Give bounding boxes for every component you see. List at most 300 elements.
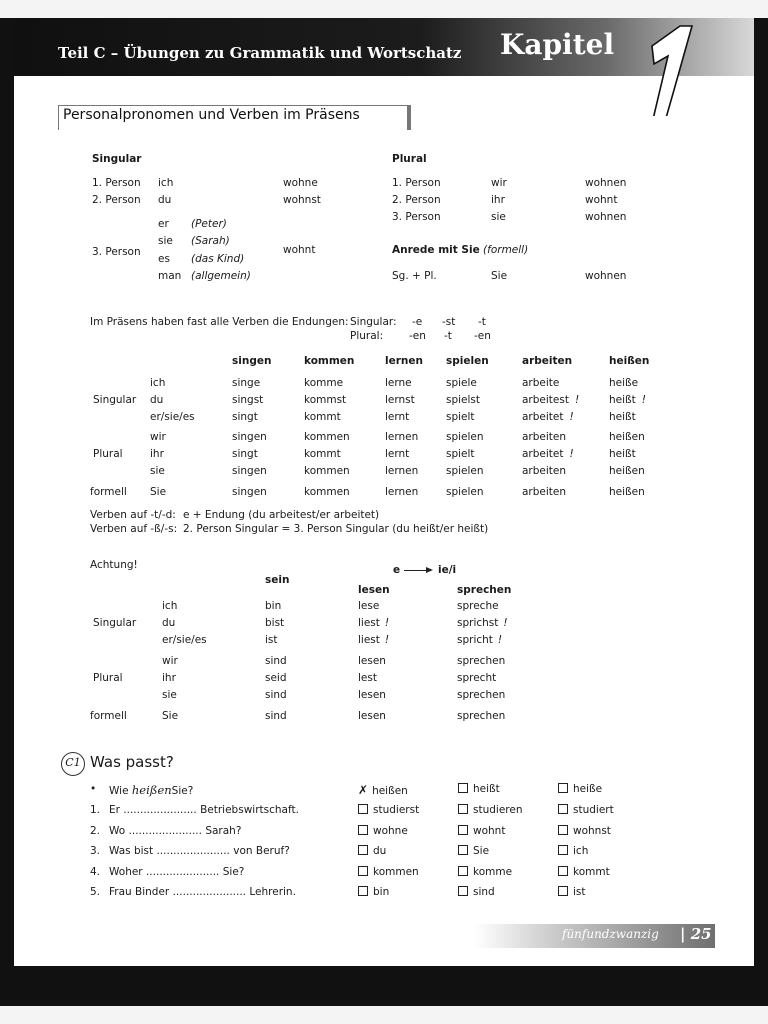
- conj-cell-1-4: [522, 394, 579, 406]
- conj-form: lernen: [385, 431, 419, 443]
- conj-form: lernt: [385, 411, 410, 423]
- footer-page-number: [680, 925, 712, 943]
- checkbox-icon[interactable]: [358, 866, 368, 876]
- attention-mark: !: [569, 411, 574, 423]
- checkbox-icon[interactable]: [558, 845, 568, 855]
- conj-form: spielen: [446, 486, 484, 498]
- option-label: wohnt: [473, 825, 506, 837]
- attention-mark: !: [384, 617, 390, 629]
- answer-blank[interactable]: ......................: [156, 845, 230, 857]
- ending-pl-2: -t: [444, 330, 452, 342]
- achtung-form: sprechen: [457, 710, 506, 722]
- sg3-pronoun-es: es: [158, 253, 170, 265]
- scan-margin-bottom: [0, 1006, 768, 1024]
- scan-border-bottom: [0, 966, 768, 1006]
- conj-form: arbeitest: [522, 394, 569, 406]
- anrede-heading: [392, 244, 528, 256]
- conj-form: lernen: [385, 465, 419, 477]
- achtung-pronoun-3: wir: [162, 655, 178, 667]
- footer-page-word: fünfundzwanzig: [562, 927, 659, 941]
- check-x-icon: ✗: [358, 783, 369, 797]
- sg3-note-es: (das Kind): [191, 253, 245, 265]
- achtung-form: bin: [265, 600, 282, 612]
- conj-verb-heading-0: singen: [232, 355, 272, 367]
- sentence-before: Was bist: [109, 845, 154, 857]
- scan-border-right: [754, 18, 768, 1024]
- answer-blank[interactable]: ......................: [128, 825, 202, 837]
- note-s-label: Verben auf -ß/-s:: [90, 523, 178, 535]
- conj-cell-5-5: [609, 465, 651, 477]
- conj-form: lernt: [385, 448, 410, 460]
- conj-form: heißen: [609, 431, 645, 443]
- note-s-text: 2. Person Singular = 3. Person Singular (du heißt/er heißt): [183, 523, 489, 535]
- attention-mark: !: [569, 448, 574, 460]
- checkbox-icon[interactable]: [458, 783, 468, 793]
- sg3-note-man: (allgemein): [191, 270, 251, 282]
- pl-pronoun-1: wir: [491, 177, 507, 189]
- conj-form: singst: [232, 394, 264, 406]
- achtung-cell-5-2: [457, 689, 510, 701]
- option-label: kommen: [373, 866, 419, 878]
- conj-cell-3-2: [385, 431, 418, 443]
- conj-cell-4-2: [385, 448, 409, 460]
- ending-sg-2: -st: [442, 316, 456, 328]
- achtung-cell-2-1: [358, 634, 389, 646]
- option-label: ist: [573, 886, 586, 898]
- conj-form: arbeitet: [522, 448, 564, 460]
- conj-cell-2-3: [446, 411, 475, 423]
- vowel-change-to: ie/i: [438, 564, 457, 576]
- conj-form: arbeiten: [522, 465, 567, 477]
- sg-person-3: 3. Person: [92, 246, 141, 258]
- conj-form: arbeite: [522, 377, 560, 389]
- achtung-form: liest: [358, 634, 380, 646]
- achtung-form: sind: [265, 710, 287, 722]
- achtung-form: bist: [265, 617, 285, 629]
- checkbox-icon[interactable]: [558, 886, 568, 896]
- example-after: Sie?: [171, 785, 194, 797]
- achtung-label: Achtung!: [90, 559, 138, 571]
- example-before: Wie: [109, 785, 129, 797]
- achtung-form: sprecht: [457, 672, 497, 684]
- plural-heading: Plural: [392, 153, 427, 165]
- conj-form: singen: [232, 486, 267, 498]
- sentence-after: Lehrerin.: [249, 886, 296, 898]
- conj-cell-0-5: [609, 377, 644, 389]
- sentence-before: Er: [109, 804, 120, 816]
- checkbox-icon[interactable]: [558, 783, 568, 793]
- conj-cell-3-0: [232, 431, 267, 443]
- checkbox-icon[interactable]: [558, 804, 568, 814]
- conj-form: spielt: [446, 411, 475, 423]
- sg-person-1: 1. Person: [92, 177, 141, 189]
- sg3-pronoun-er: er: [158, 218, 169, 230]
- conj-cell-5-4: [522, 465, 572, 477]
- conj-pronoun-5: sie: [150, 465, 165, 477]
- conj-cell-4-4: [522, 448, 574, 460]
- conj-cell-1-1: [304, 394, 346, 406]
- item-2-option-2[interactable]: [558, 845, 588, 857]
- achtung-form: sind: [265, 689, 287, 701]
- singular-heading: Singular: [92, 153, 142, 165]
- vowel-change-arrow-icon: [426, 567, 433, 573]
- anrede-label: Anrede mit Sie: [392, 244, 480, 256]
- conj-form: kommt: [304, 448, 341, 460]
- checkbox-icon[interactable]: [558, 825, 568, 835]
- sg-pronoun-2: du: [158, 194, 172, 206]
- chapter-number-graphic: [640, 20, 700, 116]
- checkbox-icon[interactable]: [458, 866, 468, 876]
- conj-verb-heading-2: lernen: [385, 355, 423, 367]
- exercise-title: Was passt?: [90, 753, 174, 771]
- achtung-form: sprechen: [457, 689, 506, 701]
- example-bullet: •: [90, 783, 97, 795]
- pl-verb-3: wohnen: [585, 211, 627, 223]
- option-label: du: [373, 845, 387, 857]
- achtung-cell-0-1: [358, 600, 384, 612]
- conj-cell-6-5: [609, 486, 651, 498]
- achtung-form: sind: [265, 655, 287, 667]
- achtung-singular-label: Singular: [93, 617, 137, 629]
- item-0-option-1[interactable]: [458, 804, 523, 816]
- item-number-4: 5.: [90, 886, 101, 898]
- ending-pl-3: -en: [474, 330, 491, 342]
- item-sentence-4: [109, 886, 296, 898]
- endings-plural-label: Plural:: [350, 330, 384, 342]
- conj-pronoun-3: wir: [150, 431, 166, 443]
- note-t-d-label: Verben auf -t/-d:: [90, 509, 176, 521]
- achtung-form: lesen: [358, 655, 386, 667]
- conj-form: lernst: [385, 394, 415, 406]
- exercise-badge: C1: [61, 752, 85, 776]
- item-4-option-0[interactable]: [358, 886, 389, 898]
- sg3-pronoun-sie: sie: [158, 235, 173, 247]
- conj-cell-2-2: [385, 411, 409, 423]
- conj-cell-3-3: [446, 431, 484, 443]
- example-option-0: [358, 783, 408, 797]
- conj-pronoun-6: Sie: [150, 486, 167, 498]
- section-title: Personalpronomen und Verben im Präsens: [63, 107, 360, 123]
- option-label: komme: [473, 866, 513, 878]
- option-label: heißt: [473, 783, 500, 795]
- answer-blank[interactable]: ......................: [123, 804, 197, 816]
- option-label: wohne: [373, 825, 408, 837]
- conj-verb-heading-1: kommen: [304, 355, 355, 367]
- item-number-2: 3.: [90, 845, 101, 857]
- checkbox-icon[interactable]: [558, 866, 568, 876]
- item-3-option-1[interactable]: [458, 866, 512, 878]
- item-2-option-1[interactable]: [458, 845, 489, 857]
- achtung-pronoun-2: er/sie/es: [162, 634, 207, 646]
- conj-cell-3-1: [304, 431, 350, 443]
- conj-cell-0-4: [522, 377, 565, 389]
- conj-form: arbeitet: [522, 411, 564, 423]
- conj-cell-2-0: [232, 411, 258, 423]
- attention-mark: !: [641, 394, 646, 406]
- pl-person-2: 2. Person: [392, 194, 441, 206]
- conj-pronoun-1: du: [150, 394, 164, 406]
- item-3-option-0[interactable]: [358, 866, 419, 878]
- item-sentence-0: [109, 804, 299, 816]
- item-4-option-1[interactable]: [458, 886, 495, 898]
- conj-cell-0-1: [304, 377, 343, 389]
- option-label: heißen: [372, 785, 408, 797]
- conj-form: spielst: [446, 394, 481, 406]
- conj-cell-4-1: [304, 448, 341, 460]
- conj-cell-5-2: [385, 465, 418, 477]
- vowel-change-arrow-line: [404, 570, 428, 571]
- sg3-pronoun-man: man: [158, 270, 182, 282]
- conj-cell-5-0: [232, 465, 267, 477]
- sentence-after: Sie?: [222, 866, 245, 878]
- sg3-note-sie: (Sarah): [191, 235, 230, 247]
- option-label: heiße: [573, 783, 603, 795]
- achtung-plural-label: Plural: [93, 672, 123, 684]
- conj-cell-6-1: [304, 486, 350, 498]
- item-0-option-2[interactable]: [558, 804, 614, 816]
- conj-form: komme: [304, 377, 344, 389]
- conj-cell-3-5: [609, 431, 651, 443]
- achtung-cell-5-0: [265, 689, 287, 701]
- conj-cell-5-3: [446, 465, 484, 477]
- attention-mark: !: [497, 634, 503, 646]
- option-label: Sie: [473, 845, 490, 857]
- conj-verb-heading-3: spielen: [446, 355, 489, 367]
- sentence-after: Sarah?: [205, 825, 242, 837]
- achtung-verb-heading-2: sprechen: [457, 584, 512, 596]
- conj-form: singen: [232, 465, 267, 477]
- achtung-form: sprechen: [457, 655, 506, 667]
- pl-person-1: 1. Person: [392, 177, 441, 189]
- pl-verb-2: wohnt: [585, 194, 618, 206]
- sentence-after: von Beruf?: [233, 845, 290, 857]
- answer-blank[interactable]: ......................: [145, 866, 220, 878]
- achtung-pronoun-4: ihr: [162, 672, 176, 684]
- footer-separator: |: [680, 925, 686, 943]
- conj-cell-1-5: [609, 394, 646, 406]
- pl-verb-1: wohnen: [585, 177, 627, 189]
- achtung-verb-heading-1: lesen: [358, 584, 390, 596]
- achtung-pronoun-0: ich: [162, 600, 178, 612]
- item-number-0: 1.: [90, 804, 101, 816]
- conj-form: kommt: [304, 411, 341, 423]
- answer-blank[interactable]: ......................: [172, 886, 247, 898]
- achtung-cell-1-0: [265, 617, 284, 629]
- conj-cell-3-4: [522, 431, 572, 443]
- achtung-cell-1-2: [457, 617, 508, 629]
- conj-cell-1-2: [385, 394, 415, 406]
- achtung-cell-1-1: [358, 617, 389, 629]
- conj-form: heißt: [609, 411, 636, 423]
- conj-form: arbeiten: [522, 486, 567, 498]
- conj-cell-6-3: [446, 486, 484, 498]
- conj-form: kommen: [304, 431, 350, 443]
- ending-sg-3: -t: [478, 316, 486, 328]
- achtung-cell-0-0: [265, 600, 281, 612]
- checkbox-icon[interactable]: [358, 845, 368, 855]
- sg-verb-2: wohnst: [283, 194, 321, 206]
- conj-form: singt: [232, 411, 258, 423]
- conj-form: heißen: [609, 486, 645, 498]
- example-answer: heißen: [131, 783, 172, 797]
- item-number-1: 2.: [90, 825, 101, 837]
- achtung-cell-6-2: [457, 710, 510, 722]
- achtung-form: seid: [265, 672, 287, 684]
- conj-verb-heading-4: arbeiten: [522, 355, 573, 367]
- conj-form: kommen: [304, 465, 350, 477]
- attention-mark: !: [384, 634, 390, 646]
- conj-form: spielen: [446, 465, 484, 477]
- achtung-form: lese: [358, 600, 380, 612]
- item-3-option-2[interactable]: [558, 866, 610, 878]
- conj-cell-2-1: [304, 411, 341, 423]
- example-question: [109, 783, 193, 797]
- footer-page: 25: [690, 925, 712, 943]
- item-sentence-1: [109, 825, 241, 837]
- checkbox-icon[interactable]: [358, 825, 368, 835]
- sentence-before: Wo: [109, 825, 126, 837]
- conj-form: heißt: [609, 448, 636, 460]
- achtung-cell-6-0: [265, 710, 287, 722]
- achtung-cell-4-1: [358, 672, 382, 684]
- anrede-pronoun: Sie: [491, 270, 508, 282]
- conj-form: arbeiten: [522, 431, 567, 443]
- attention-mark: !: [503, 617, 508, 629]
- conj-form: heiße: [609, 377, 639, 389]
- sg-person-2: 2. Person: [92, 194, 141, 206]
- sg-verb-1: wohne: [283, 177, 318, 189]
- conj-pronoun-2: er/sie/es: [150, 411, 195, 423]
- conj-cell-0-3: [446, 377, 477, 389]
- conj-form: singt: [232, 448, 258, 460]
- conj-cell-2-5: [609, 411, 642, 423]
- option-label: studiert: [573, 804, 614, 816]
- scan-border-left: [0, 18, 14, 1024]
- conj-cell-1-0: [232, 394, 263, 406]
- conj-cell-4-3: [446, 448, 475, 460]
- achtung-form: lesen: [358, 710, 386, 722]
- conj-singular-label: Singular: [93, 394, 137, 406]
- option-label: wohnst: [573, 825, 611, 837]
- example-option-2: [558, 783, 602, 795]
- achtung-form: spricht: [457, 634, 493, 646]
- item-sentence-2: [109, 845, 290, 857]
- endings-intro: Im Präsens haben fast alle Verben die Endungen:: [90, 316, 349, 328]
- anrede-verb: wohnen: [585, 270, 627, 282]
- conj-form: spielt: [446, 448, 475, 460]
- conj-form: lernen: [385, 486, 419, 498]
- anrede-person: Sg. + Pl.: [392, 270, 437, 282]
- achtung-cell-4-2: [457, 672, 501, 684]
- attention-mark: !: [574, 394, 580, 406]
- conj-cell-1-3: [446, 394, 480, 406]
- conj-verb-heading-5: heißen: [609, 355, 650, 367]
- option-label: studierst: [373, 804, 420, 816]
- checkbox-icon[interactable]: [458, 845, 468, 855]
- header-kapitel: Kapitel: [500, 28, 615, 61]
- option-label: ich: [573, 845, 589, 857]
- vowel-change-from: e: [393, 564, 401, 576]
- conj-cell-6-0: [232, 486, 267, 498]
- conj-pronoun-4: ihr: [150, 448, 164, 460]
- achtung-cell-3-0: [265, 655, 287, 667]
- achtung-cell-3-2: [457, 655, 510, 667]
- achtung-pronoun-5: sie: [162, 689, 177, 701]
- sentence-before: Woher: [109, 866, 143, 878]
- pl-person-3: 3. Person: [392, 211, 441, 223]
- achtung-form: ist: [265, 634, 278, 646]
- item-number-3: 4.: [90, 866, 101, 878]
- item-2-option-0[interactable]: [358, 845, 386, 857]
- achtung-verb-heading-0: sein: [265, 574, 290, 586]
- sg3-verb: wohnt: [283, 244, 316, 256]
- checkbox-icon[interactable]: [458, 886, 468, 896]
- achtung-formell-label: formell: [90, 710, 127, 722]
- achtung-form: sprichst: [457, 617, 499, 629]
- ending-sg-1: -e: [412, 316, 423, 328]
- item-0-option-0[interactable]: [358, 804, 419, 816]
- conj-cell-4-0: [232, 448, 258, 460]
- anrede-note: (formell): [483, 244, 529, 256]
- conj-form: spiele: [446, 377, 477, 389]
- option-label: studieren: [473, 804, 523, 816]
- option-label: kommt: [573, 866, 610, 878]
- item-sentence-3: [109, 866, 244, 878]
- achtung-pronoun-6: Sie: [162, 710, 179, 722]
- conj-cell-2-4: [522, 411, 574, 423]
- conj-cell-6-4: [522, 486, 572, 498]
- scan-border-top: [0, 0, 768, 18]
- pl-pronoun-3: sie: [491, 211, 506, 223]
- item-1-option-0[interactable]: [358, 825, 408, 837]
- achtung-cell-2-0: [265, 634, 278, 646]
- item-1-option-1[interactable]: [458, 825, 505, 837]
- ending-pl-1: -en: [409, 330, 426, 342]
- conj-form: singen: [232, 431, 267, 443]
- conj-form: heißt: [609, 394, 636, 406]
- checkbox-icon[interactable]: [458, 804, 468, 814]
- achtung-cell-2-2: [457, 634, 502, 646]
- achtung-cell-4-0: [265, 672, 287, 684]
- header-title: Teil C – Übungen zu Grammatik und Wortschatz: [58, 44, 462, 62]
- conj-plural-label: Plural: [93, 448, 123, 460]
- conj-form: singe: [232, 377, 261, 389]
- achtung-cell-3-1: [358, 655, 391, 667]
- option-label: sind: [473, 886, 495, 898]
- conj-cell-0-2: [385, 377, 412, 389]
- item-4-option-2[interactable]: [558, 886, 586, 898]
- achtung-cell-5-1: [358, 689, 391, 701]
- conj-cell-5-1: [304, 465, 350, 477]
- note-t-d-text: e + Endung (du arbeitest/er arbeitet): [183, 509, 380, 521]
- option-label: bin: [373, 886, 390, 898]
- achtung-pronoun-1: du: [162, 617, 176, 629]
- sentence-before: Frau Binder: [109, 886, 170, 898]
- checkbox-icon[interactable]: [458, 825, 468, 835]
- conj-form: spielen: [446, 431, 484, 443]
- checkbox-icon[interactable]: [358, 804, 368, 814]
- sg-pronoun-1: ich: [158, 177, 174, 189]
- sg3-note-er: (Peter): [191, 218, 227, 230]
- conj-cell-4-5: [609, 448, 642, 460]
- achtung-cell-0-2: [457, 600, 504, 612]
- conj-form: heißen: [609, 465, 645, 477]
- achtung-form: lesen: [358, 689, 386, 701]
- item-1-option-2[interactable]: [558, 825, 611, 837]
- conj-form: kommen: [304, 486, 350, 498]
- checkbox-icon[interactable]: [358, 886, 368, 896]
- pl-pronoun-2: ihr: [491, 194, 505, 206]
